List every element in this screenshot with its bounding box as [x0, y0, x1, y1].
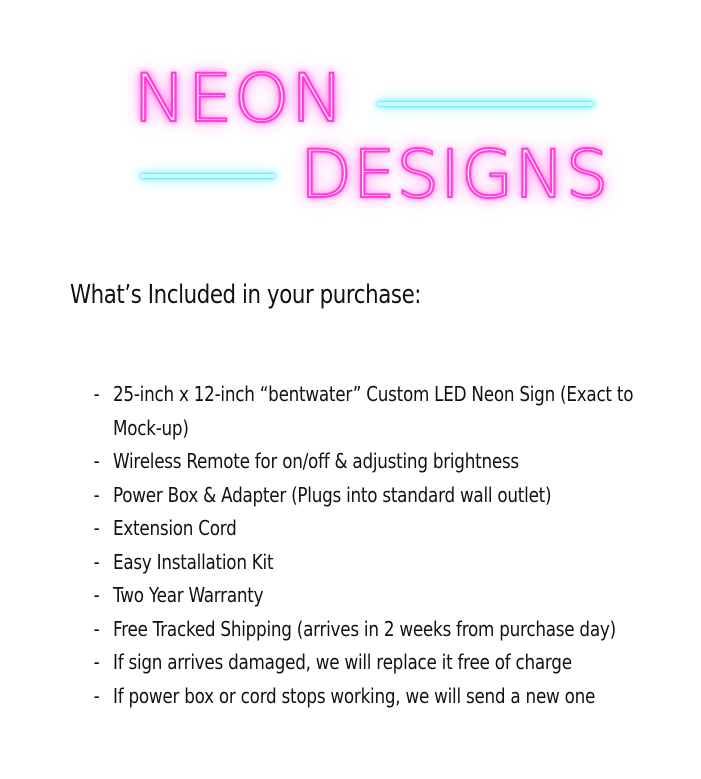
item-text: Power Box & Adapter (Plugs into standard wall outlet): [113, 482, 552, 507]
logo-word-designs: DESIGNS: [300, 136, 610, 213]
bullet-dash: -: [93, 650, 100, 674]
list-item: [90, 546, 701, 580]
logo-word-neon: NEON: [133, 60, 346, 137]
bullet-dash: -: [93, 482, 100, 507]
list-item: [90, 579, 701, 613]
included-heading: What’s Included in your purchase:: [70, 280, 422, 310]
bullet-dash: -: [93, 683, 100, 708]
bullet-dash: -: [93, 516, 100, 540]
bullet-dash: -: [93, 549, 100, 574]
list-item: [90, 378, 701, 445]
bullet-dash: -: [93, 583, 100, 607]
bullet-dash: -: [93, 616, 100, 641]
list-item: [90, 445, 701, 479]
list-item: [90, 512, 701, 546]
included-items-list: [90, 378, 701, 713]
item-text: Two Year Warranty: [113, 583, 264, 607]
logo-cyan-line-top: [377, 102, 594, 106]
list-item: [90, 613, 701, 647]
item-text: Free Tracked Shipping (arrives in 2 weeks from purchase day): [113, 616, 616, 641]
item-text: Easy Installation Kit: [113, 549, 274, 574]
list-item: [90, 646, 701, 680]
item-text: Extension Cord: [113, 516, 237, 540]
item-text-continued: Mock-up): [113, 415, 189, 440]
list-item: [90, 479, 701, 513]
item-text: If sign arrives damaged, we will replace it free of charge: [113, 650, 572, 674]
logo-cyan-line-bottom: [140, 174, 275, 178]
item-text: If power box or cord stops working, we will send a new one: [113, 683, 596, 708]
neon-designs-logo: [0, 0, 701, 240]
item-text: 25-inch x 12-inch “bentwater” Custom LED Neon Sign (Exact to: [113, 382, 634, 406]
item-text: Wireless Remote for on/off & adjusting brightness: [113, 449, 519, 473]
bullet-dash: -: [93, 382, 100, 406]
list-item: [90, 680, 701, 714]
bullet-dash: -: [93, 449, 100, 473]
